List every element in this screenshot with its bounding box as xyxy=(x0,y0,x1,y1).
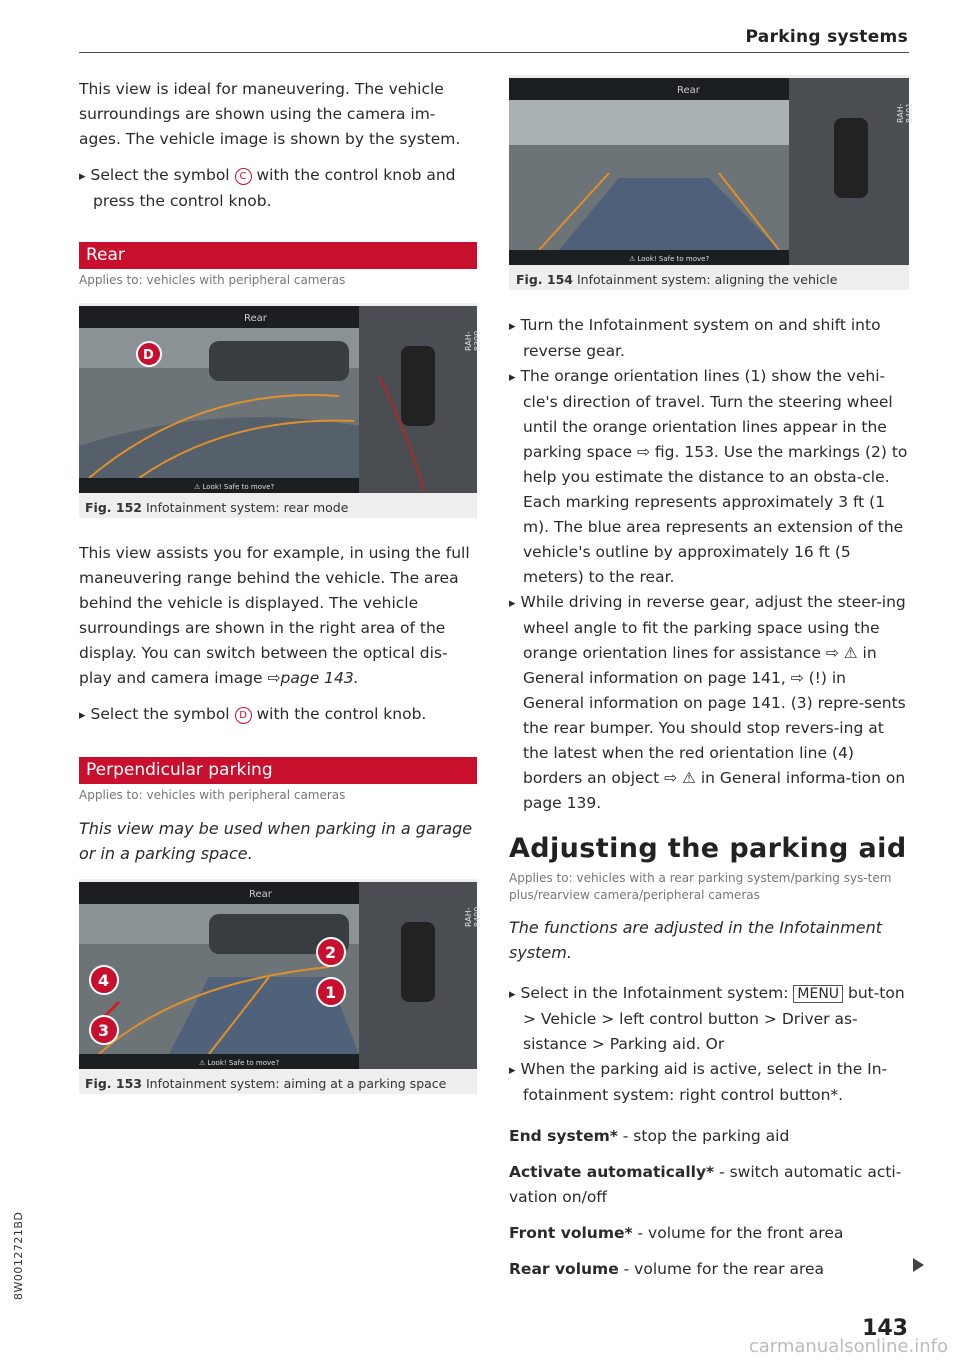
perpendicular-intro: This view may be used when parking in a garage or in a parking space. xyxy=(79,819,473,863)
figure-153-caption xyxy=(85,1076,446,1091)
option-description: - switch automatic acti-vation on/off xyxy=(509,1163,902,1206)
svg-text:3: 3 xyxy=(98,1021,110,1040)
figure-number: Fig. 153 xyxy=(85,1076,142,1091)
figure-code: RAH-8399 xyxy=(464,330,482,351)
section-title-perpendicular: Perpendicular parking xyxy=(79,757,477,784)
figure-number: Fig. 154 xyxy=(516,272,573,287)
rear-camera-illustration xyxy=(79,306,477,493)
option-term: Activate automatically* xyxy=(509,1163,715,1181)
camera-screen-aligning xyxy=(509,78,909,265)
aligning-camera-illustration xyxy=(509,78,909,265)
svg-text:⚠ Look! Safe to move?: ⚠ Look! Safe to move? xyxy=(629,255,710,263)
watermark: carmanualsonline.info xyxy=(748,1336,948,1357)
paragraph-text: This view assists you for example, in using the full maneuvering range behind the vehicle. The area behind the vehicle is displayed. The vehicle surroundings are shown in the right area of the display. You can switch between the optical dis-play and camera image xyxy=(79,544,470,687)
bullet-text: Select the symbol xyxy=(90,705,235,723)
bullet-text: Select the symbol xyxy=(90,166,235,184)
figure-153 xyxy=(79,879,482,1094)
option-description: - volume for the rear area xyxy=(618,1260,825,1278)
perpendicular-camera-illustration xyxy=(79,882,477,1069)
bullet-step: ▸ Turn the Infotainment system on and shift into reverse gear. xyxy=(509,313,909,364)
option-term: Front volume* xyxy=(509,1224,633,1242)
applies-to-adjusting: Applies to: vehicles with a rear parking system/parking sys-tem plus/rearview camera/peripheral cameras xyxy=(509,871,892,902)
figure-caption-text: Infotainment system: aligning the vehicle xyxy=(576,272,838,287)
figure-number: Fig. 152 xyxy=(85,500,142,515)
svg-text:⚠ Look! Safe to move?: ⚠ Look! Safe to move? xyxy=(199,1059,280,1067)
bullet-text: but-ton > Vehicle > left control button > Driver as-sistance > Parking aid. Or xyxy=(523,984,905,1053)
section-title-rear: Rear xyxy=(79,242,477,269)
page-reference-link[interactable]: ⇨page 143. xyxy=(267,669,359,687)
intro-block xyxy=(79,77,477,214)
applies-to-rear: Applies to: vehicles with peripheral cameras xyxy=(79,273,346,287)
screen-label: Rear xyxy=(244,313,267,324)
figure-152 xyxy=(79,303,482,518)
option-term: End system* xyxy=(509,1127,618,1145)
figure-154-caption xyxy=(516,272,837,287)
symbol-c-icon: C xyxy=(235,168,252,185)
bullet-step xyxy=(509,981,909,1057)
option-description: - stop the parking aid xyxy=(617,1127,790,1145)
bullet-text: with the control knob and press the control knob. xyxy=(93,166,456,210)
svg-text:4: 4 xyxy=(98,971,110,990)
option-rear-volume xyxy=(509,1257,909,1282)
rear-description xyxy=(79,541,477,728)
bullet-step: ▸ When the parking aid is active, select in the In-fotainment system: right control button*. xyxy=(509,1057,909,1108)
aligning-instructions xyxy=(509,313,909,816)
document-code: 8W0012721BD xyxy=(12,1211,25,1300)
page-reference-text: page 143. xyxy=(280,669,359,687)
rear-paragraph xyxy=(79,541,477,691)
svg-text:Rear: Rear xyxy=(249,889,272,900)
intro-paragraph: This view is ideal for maneuvering. The vehicle surroundings are shown using the camera im-ages. The vehicle image is shown by the system. xyxy=(79,80,461,148)
figure-152-caption xyxy=(85,500,348,515)
figure-caption-text: Infotainment system: aiming at a parking space xyxy=(145,1076,447,1091)
svg-text:2: 2 xyxy=(325,943,337,962)
symbol-d-icon: D xyxy=(235,707,252,724)
svg-text:D: D xyxy=(143,348,154,363)
figure-caption-text: Infotainment system: rear mode xyxy=(145,500,349,515)
bullet-step: ▸ The orange orientation lines (1) show the vehi-cle's direction of travel. Turn the steering wheel until the orange orientation lines appear in the parking space ⇨ fig. 153. Use the markings (2) to help you estimate the distance to an obsta-cle. Each marking represents approximately 3 ft (1 m). The blue area represents an extension of the vehicle's outline by approximately 16 ft (5 meters) to the rear. xyxy=(509,364,909,590)
continue-arrow-icon xyxy=(913,1258,924,1272)
option-front-volume xyxy=(509,1221,909,1246)
running-header: Parking systems xyxy=(745,27,908,47)
bullet-step: ▸ While driving in reverse gear, adjust the steer-ing wheel angle to fit the parking space using the orange orientation lines for assistance ⇨ ⚠ in General information on page 141, ⇨ (!) in General information on page 141. (3) repre-sents the rear bumper. You should stop revers-ing at the latest when the red orientation line (4) borders an object ⇨ ⚠ in General informa-tion on page 139. xyxy=(509,590,909,816)
section-heading-adjusting: Adjusting the parking aid xyxy=(509,833,907,864)
option-term: Rear volume xyxy=(509,1260,619,1278)
bullet-text: with the control knob. xyxy=(251,705,427,723)
option-description: - volume for the front area xyxy=(632,1224,844,1242)
header-rule xyxy=(79,52,909,53)
adjusting-intro: The functions are adjusted in the Infotainment system. xyxy=(509,918,882,962)
adjusting-steps xyxy=(509,981,909,1282)
figure-code: RAH-8400 xyxy=(464,906,482,927)
camera-screen-perpendicular xyxy=(79,882,477,1069)
menu-key: MENU xyxy=(793,985,843,1003)
option-activate-automatically xyxy=(509,1160,909,1210)
bullet-select-c xyxy=(79,163,477,214)
svg-text:Rear: Rear xyxy=(677,85,700,96)
camera-screen-rear xyxy=(79,306,477,493)
figure-code: RAH-8401 xyxy=(896,102,914,123)
page-number: 143 xyxy=(862,1316,908,1341)
svg-text:1: 1 xyxy=(325,983,337,1002)
figure-154 xyxy=(509,75,914,290)
bullet-text: Select in the Infotainment system: xyxy=(520,984,794,1002)
svg-text:⚠ Look! Safe to move?: ⚠ Look! Safe to move? xyxy=(194,483,275,491)
bullet-select-d xyxy=(79,702,477,728)
applies-to-perpendicular: Applies to: vehicles with peripheral cameras xyxy=(79,788,346,802)
option-end-system xyxy=(509,1124,909,1149)
